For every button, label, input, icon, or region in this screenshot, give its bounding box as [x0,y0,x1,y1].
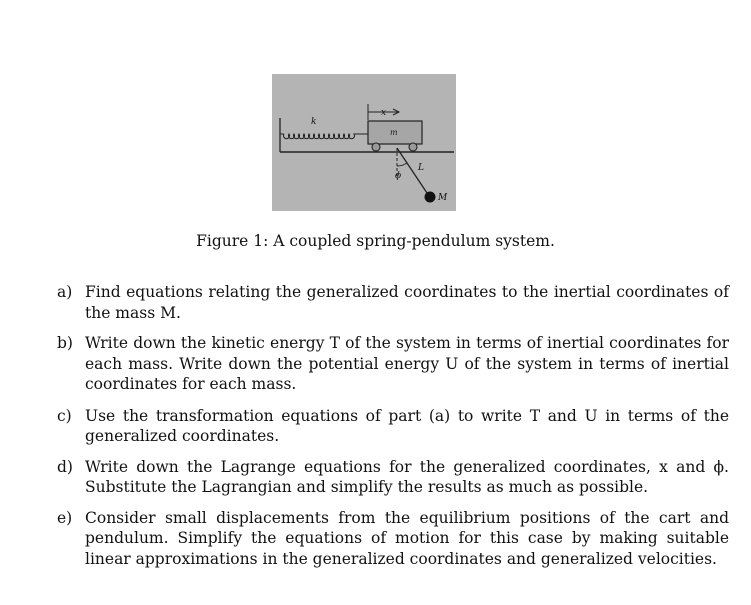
question-marker: e) [57,508,73,527]
question-marker: a) [57,283,73,301]
spring [280,134,368,139]
x-label: x [381,108,387,118]
question-marker: b) [57,334,73,352]
cart-wheel-right [409,143,417,151]
question-e [57,508,729,570]
question-a [57,282,729,323]
pendulum-bob [425,192,436,203]
rod-label-L: L [418,163,424,173]
bob-label-M: M [438,193,448,203]
spring-pendulum-diagram [272,74,456,211]
question-b [57,333,729,395]
angle-label-phi: ϕ [395,171,402,181]
question-text: Write down the Lagrange equations for the generalized coordinates, x and ϕ. Substitute the Lagrangian and simplify the results as much as possible. [85,457,729,496]
pendulum-rod [397,148,429,196]
question-text: Consider small displacements from the equilibrium positions of the cart and pendulum. Simplify the equations of motion for this case by making suitable linear approximations in the generalized coordinates and generalized velocities. [85,508,729,568]
spring-label-k: k [311,117,317,127]
phi-angle-arc [397,163,407,166]
cart-label-m: m [390,128,398,137]
question-marker: c) [57,406,72,425]
question-c [57,406,729,447]
question-text: Find equations relating the generalized coordinates to the inertial coordinates of the mass M. [85,283,729,322]
question-marker: d) [57,457,73,476]
question-d [57,457,729,498]
question-list [57,282,729,569]
question-text: Write down the kinetic energy T of the system in terms of inertial coordinates for each mass. Write down the potential energy U of the system in terms of inertial coordinates for each mass. [85,334,729,393]
question-text: Use the transformation equations of part (a) to write T and U in terms of the generalized coordinates. [85,406,729,445]
spring-pendulum-figure [272,74,456,211]
cart-wheel-left [372,143,380,151]
figure-caption: Figure 1: A coupled spring-pendulum system. [196,232,555,250]
